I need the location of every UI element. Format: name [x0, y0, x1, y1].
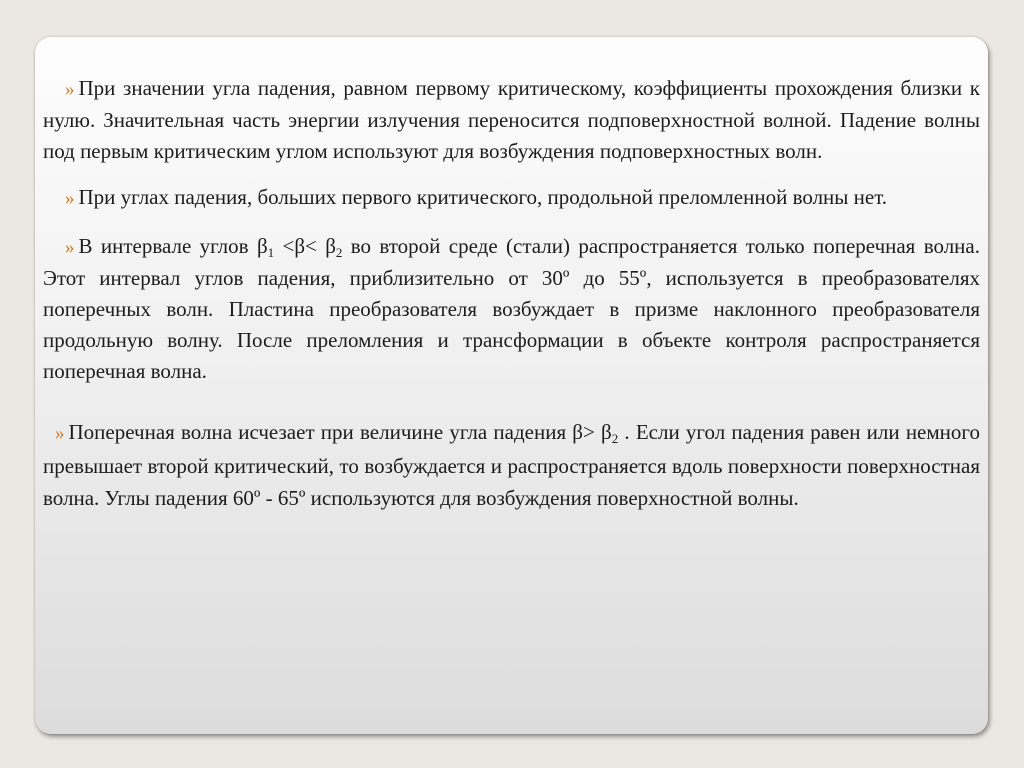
slide-card	[35, 37, 988, 734]
bullet-mark: »	[55, 423, 65, 444]
paragraph-text-part: В интервале углов β	[78, 234, 268, 258]
paragraph-text-part: во второй среде (стали) распространяется только поперечная волна. Этот интервал углов падения, приблизительно от 30º до 55º, используется в преобразователях поперечных волн. Пластина преобразователя возбуждает в призме наклонного преобразователя продольную волну. После преломления и трансформации в объекте контроля распространяется поперечная волна.	[43, 234, 980, 383]
subscript: 1	[267, 245, 275, 260]
paragraph-text-part: . Если угол падения равен или немного превышает второй критический, то возбуждается и распространяется вдоль поверхности поверхностная волна. Углы падения 60º - 65º используются для возбуждения поверхностной волны.	[43, 420, 980, 510]
paragraph-text: При значении угла падения, равном первому критическому, коэффициенты прохождения близки к нулю. Значительная часть энергии излучения переносится подповерхностной волной. Падение волны под первым критическим углом используют для возбуждения подповерхностных волн.	[43, 76, 980, 163]
paragraph-beyond-first-critical	[43, 182, 980, 214]
subscript: 2	[335, 245, 343, 260]
subscript: 2	[611, 431, 619, 446]
paragraph-text: При углах падения, больших первого критического, продольной преломленной волны нет.	[78, 185, 888, 209]
bullet-mark: »	[65, 188, 75, 209]
bullet-mark: »	[65, 79, 75, 100]
paragraph-surface-wave	[43, 416, 980, 514]
slide-body	[43, 73, 980, 514]
paragraph-critical-angle-1	[43, 73, 980, 167]
paragraph-text-part: Поперечная волна исчезает при величине угла падения β> β	[68, 420, 612, 444]
bullet-mark: »	[65, 237, 75, 258]
paragraph-angle-interval	[43, 231, 980, 387]
paragraph-text-part: <β< β	[274, 234, 336, 258]
